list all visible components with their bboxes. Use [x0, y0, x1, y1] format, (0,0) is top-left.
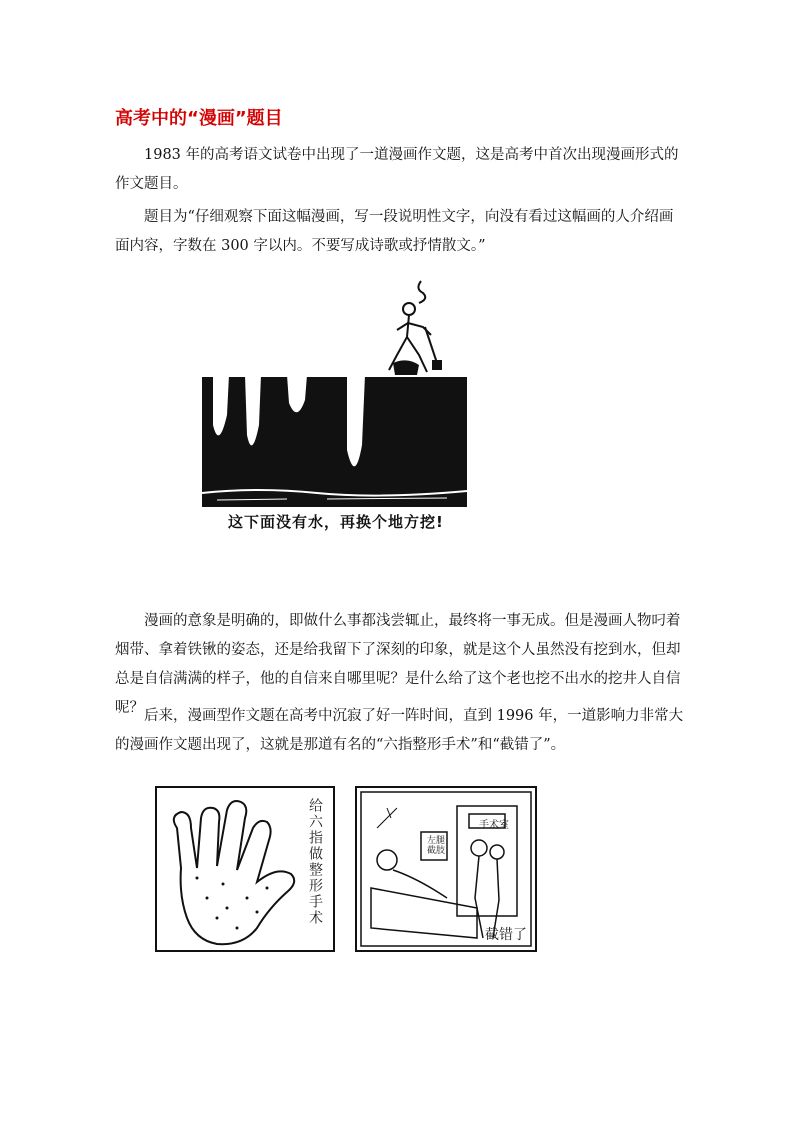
- well-digging-cartoon: [197, 275, 472, 540]
- six-finger-cartoon: [155, 786, 335, 952]
- well-cartoon-caption: 这下面没有水，再换个地方挖!: [228, 513, 444, 531]
- paragraph-3: 漫画的意象是明确的，即做什么事都浅尝辄止，最终将一事无成。但是漫画人物叼着烟带、拿着铁锹的姿态，还是给我留下了深刻的印象，就是这个人虽然没有挖到水，但却总是自信满满的样子，他的自信来自哪里呢？是什么给了这个老也挖不出水的挖井人自信呢？: [115, 613, 681, 716]
- page-title: 高考中的“漫画”题目: [115, 108, 283, 129]
- paragraph-1: 1983 年的高考语文试卷中出现了一道漫画作文题，这是高考中首次出现漫画形式的作文题目。: [115, 147, 679, 192]
- wrong-amputation-cartoon: [355, 786, 537, 952]
- paragraph-2: 题目为“仔细观察下面这幅漫画，写一段说明性文字，向没有看过这幅画的人介绍画面内容，字数在 300 字以内。不要写成诗歌或抒情散文。”: [115, 209, 674, 254]
- hand-cartoon-caption: 给六指做整形手术: [307, 798, 323, 926]
- surgery-room-sign: 手术室: [479, 820, 509, 831]
- paragraph-4: 后来，漫画型作文题在高考中沉寂了好一阵时间，直到 1996 年，一道影响力非常大的漫画作文题出现了，这就是那道有名的“六指整形手术”和“截错了”。: [115, 708, 684, 753]
- well-digging-drawing: [197, 275, 472, 540]
- amputation-sign: 左腿截肢: [426, 836, 445, 856]
- surgery-cartoon-caption: 截错了: [485, 927, 527, 943]
